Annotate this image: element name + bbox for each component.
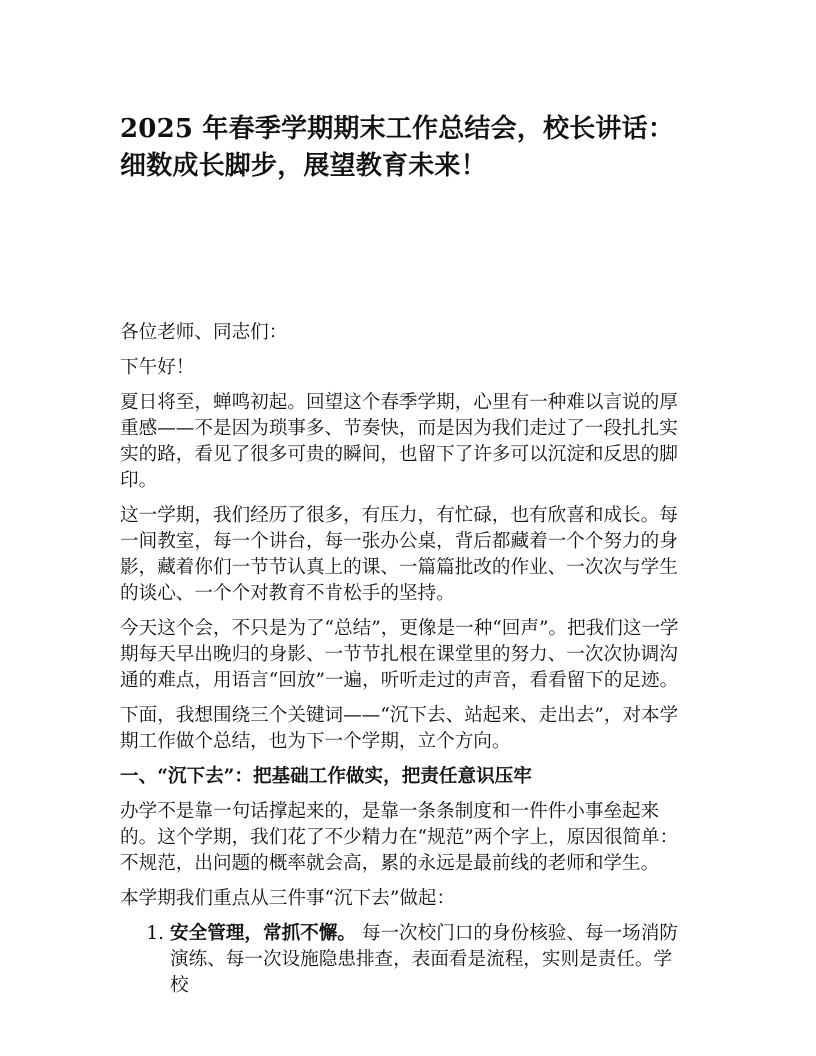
paragraph: 夏日将至，蝉鸣初起。回望这个春季学期，心里有一种难以言说的厚重感——不是因为琐事多、节奏快，而是因为我们走过了一段扎扎实实的路，看见了很多可贵的瞬间，也留下了许多可以沉淀和反思的脚印。: [120, 392, 678, 491]
numbered-list: [120, 921, 686, 999]
document-page: [120, 111, 686, 999]
list-item: [170, 921, 686, 999]
paragraph: 这一学期，我们经历了很多，有压力，有忙碌，也有欣喜和成长。每一间教室，每一个讲台，每一张办公桌，背后都藏着一个个努力的身影，藏着你们一节节认真上的课、一篇篇批改的作业、一次次与学生的谈心、一个个对教育不肯松手的坚持。: [120, 505, 678, 604]
greeting: 下午好！: [120, 357, 195, 378]
list-item-title: 安全管理，常抓不懈。: [170, 923, 356, 944]
list-item-text: 每一次校门口的身份核验、每一场消防演练、每一次设施隐患排查，表面看是流程，实则是责任。学校: [170, 923, 678, 996]
document-body: [120, 320, 686, 999]
paragraph: 今天这个会，不只是为了“总结”，更像是一种“回声”。把我们这一学期每天早出晚归的身影、一节节扎根在课堂里的努力、一次次协调沟通的难点，用语言“回放”一遍，听听走过的声音，看看留下的足迹。: [120, 618, 679, 691]
section-heading: 一、“沉下去”：把基础工作做实，把责任意识压牢: [120, 766, 532, 787]
paragraph: 办学不是靠一句话撑起来的，是靠一条条制度和一件件小事垒起来的。这个学期，我们花了不少精力在“规范”两个字上，原因很简单：不规范，出问题的概率就会高，累的永远是最前线的老师和学生。: [120, 801, 679, 874]
paragraph: 本学期我们重点从三件事“沉下去”做起：: [120, 888, 456, 909]
document-title: 2025 年春季学期期末工作总结会，校长讲话：细数成长脚步，展望教育未来！: [120, 114, 675, 181]
paragraph: 下面，我想围绕三个关键词——“沉下去、站起来、走出去”，对本学期工作做个总结，也为下一个学期，立个方向。: [120, 705, 679, 752]
salutation: 各位老师、同志们：: [120, 322, 288, 343]
